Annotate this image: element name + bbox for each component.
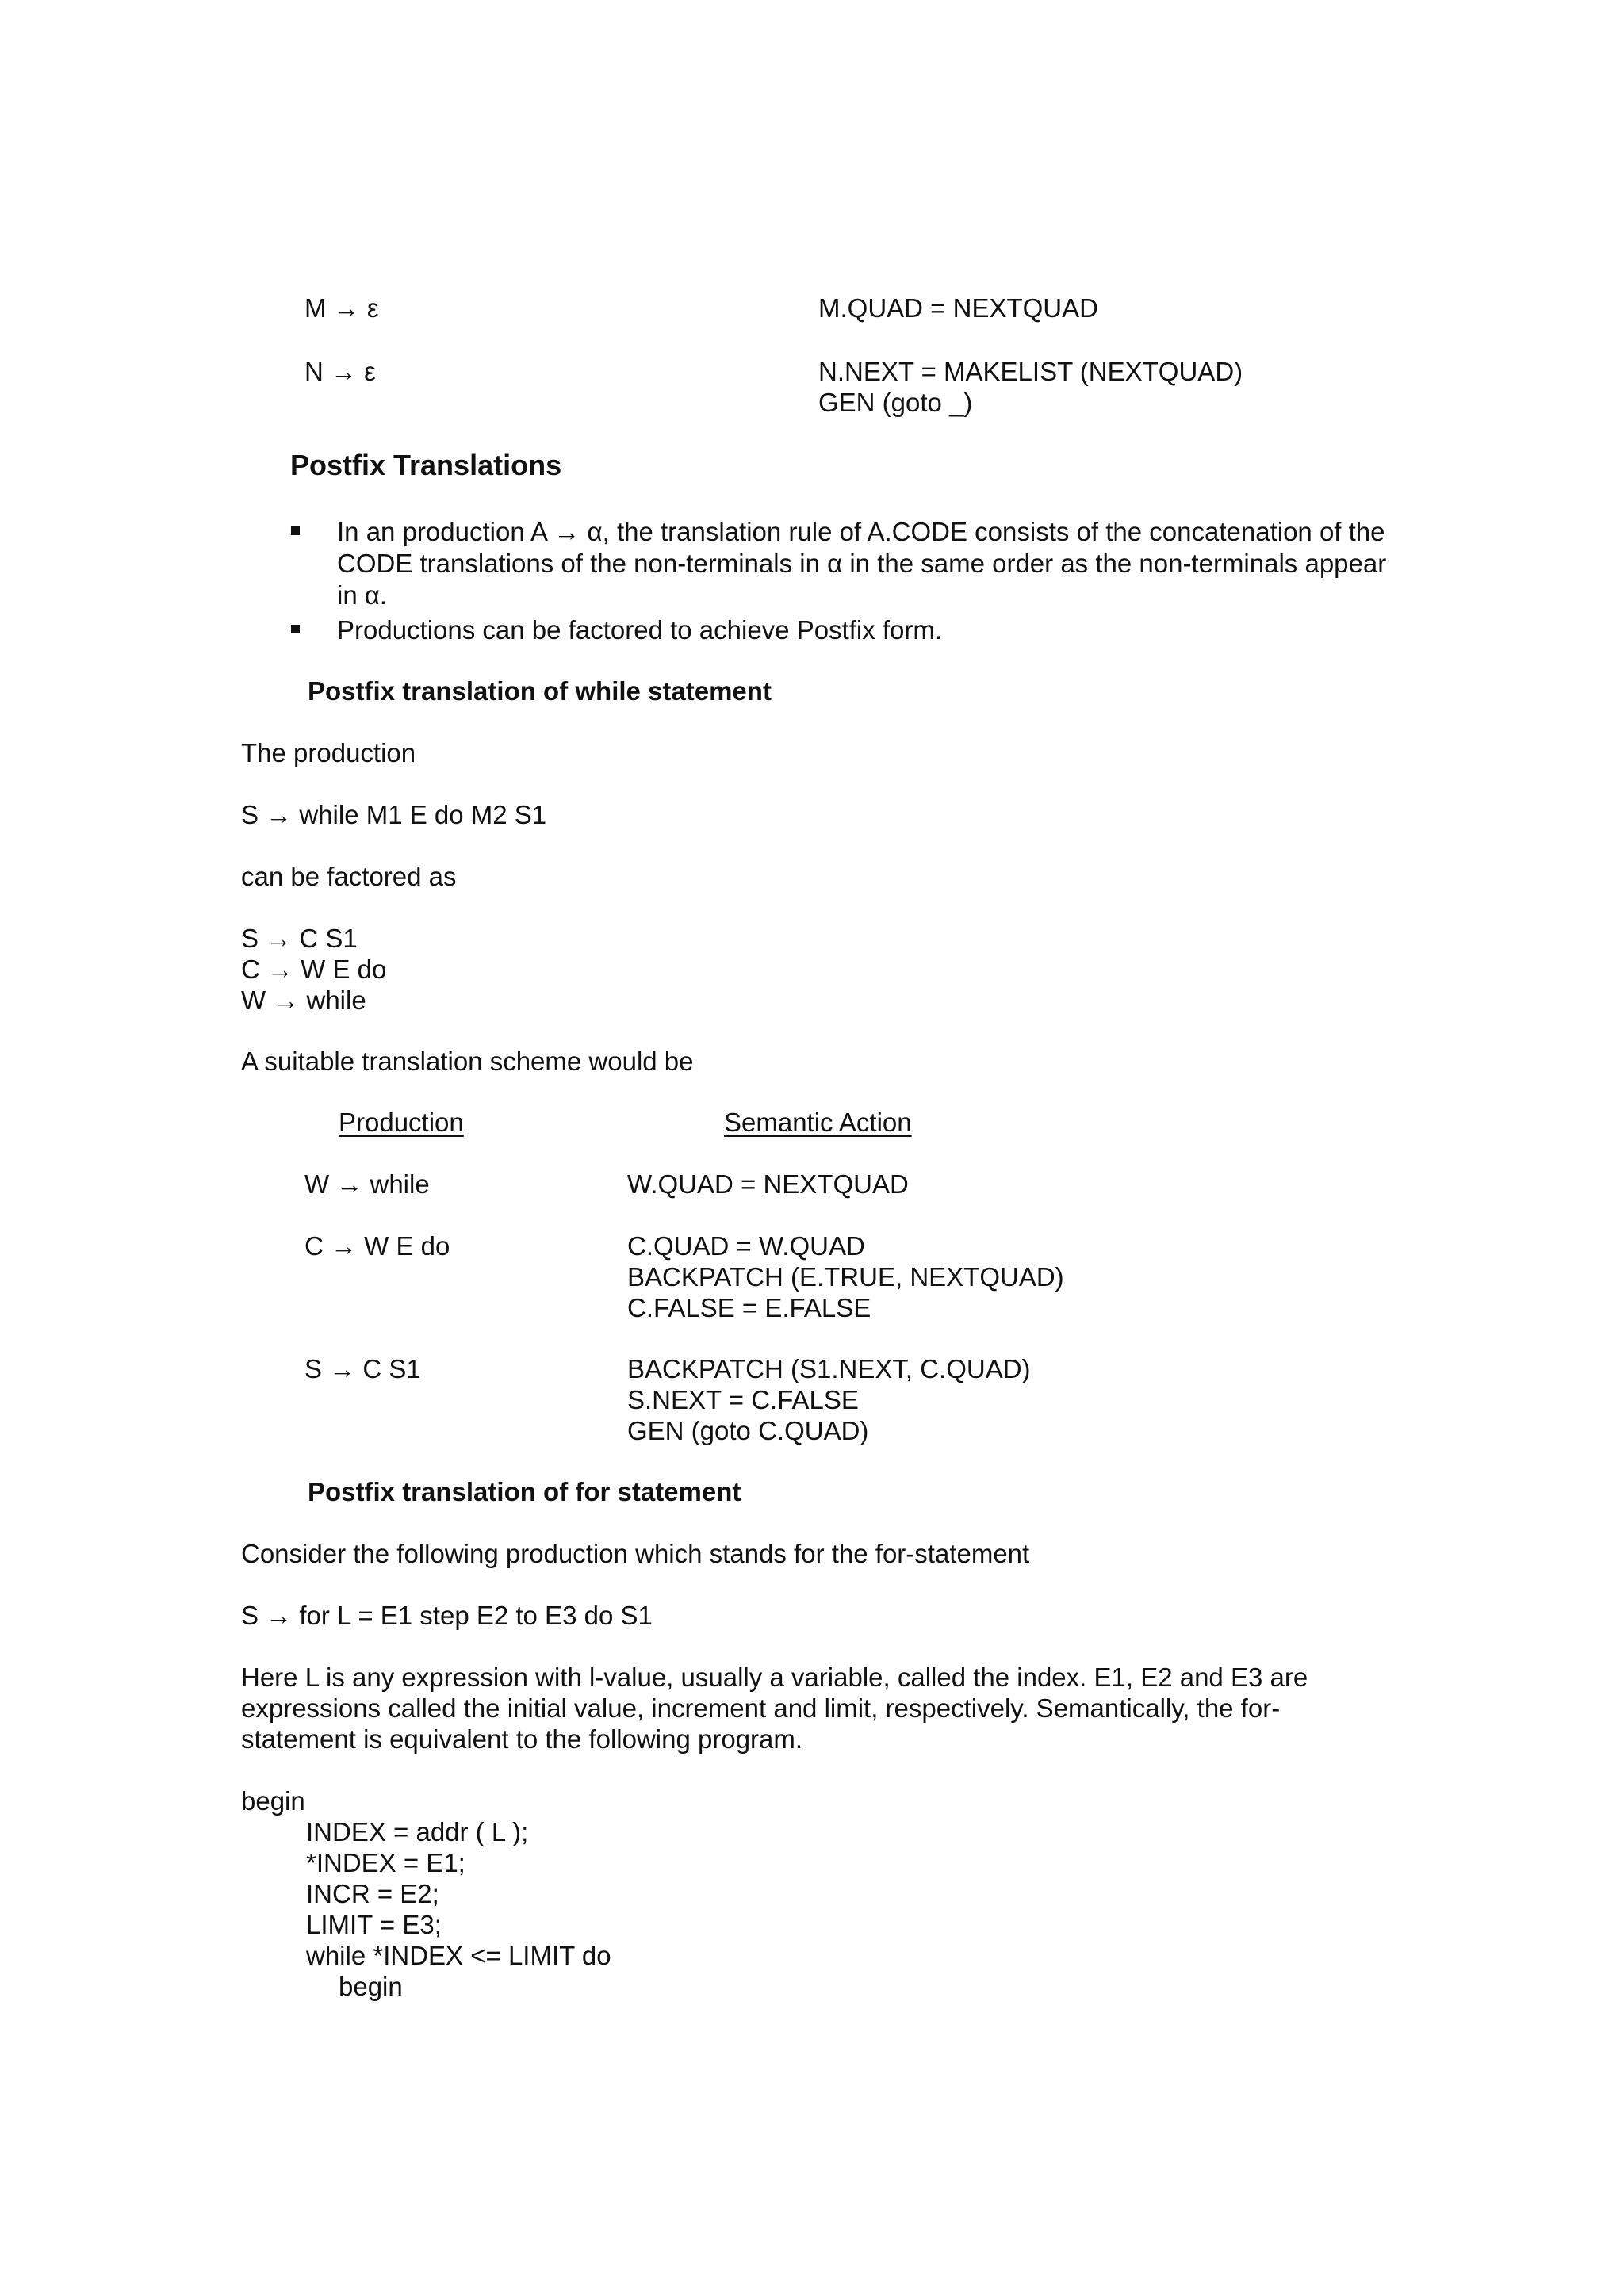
while-intro: The production <box>241 738 416 767</box>
bullet-item: Productions can be factored to achieve Postfix form. <box>337 615 943 645</box>
section-title: Postfix Translations <box>290 449 562 481</box>
for-explanation: Here L is any expression with l-value, usually a variable, called the index. E1, E2 and E3 are expressions called the initial value, increment and limit, respectively. Semantically, the for-statement is equivalent to the following program. <box>241 1663 1308 1754</box>
for-production: S → for L = E1 step E2 to E3 do S1 <box>241 1601 653 1630</box>
factored-label: can be factored as <box>241 862 457 891</box>
for-intro: Consider the following production which stands for the for-statement <box>241 1539 1030 1568</box>
grammar-n-production: N → ε <box>304 357 376 386</box>
program-inner-begin: begin <box>339 1972 403 2001</box>
program-begin: begin <box>241 1786 305 1816</box>
program-lines: INDEX = addr ( L ); *INDEX = E1; INCR = E2; LIMIT = E3; while *INDEX <= LIMIT do <box>306 1817 611 1970</box>
grammar-n-action: N.NEXT = MAKELIST (NEXTQUAD) GEN (goto _) <box>818 357 1243 417</box>
table-row-action: BACKPATCH (S1.NEXT, C.QUAD) S.NEXT = C.FALSE GEN (goto C.QUAD) <box>627 1354 1031 1445</box>
grammar-m-production: M → ε <box>304 293 379 323</box>
table-header-action: Semantic Action <box>724 1108 912 1137</box>
grammar-m-action: M.QUAD = NEXTQUAD <box>818 293 1098 323</box>
scheme-label: A suitable translation scheme would be <box>241 1047 694 1076</box>
while-section-title: Postfix translation of while statement <box>308 676 772 706</box>
table-row-production: W → while <box>304 1169 430 1199</box>
table-row-production: S → C S1 <box>304 1354 421 1383</box>
table-row-production: C → W E do <box>304 1231 450 1261</box>
while-production: S → while M1 E do M2 S1 <box>241 800 547 829</box>
table-row-action: W.QUAD = NEXTQUAD <box>627 1169 909 1199</box>
for-section-title: Postfix translation of for statement <box>308 1477 741 1506</box>
bullet-marker <box>291 526 300 535</box>
factored-productions: S → C S1 C → W E do W → while <box>241 924 387 1015</box>
bullet-item: In an production A → α, the translation rule of A.CODE consists of the concatenation of the CODE translations of the non-terminals in α in the same order as the non-terminals appear in α. <box>337 517 1387 610</box>
bullet-marker <box>291 625 300 633</box>
table-row-action: C.QUAD = W.QUAD BACKPATCH (E.TRUE, NEXTQUAD) C.FALSE = E.FALSE <box>627 1231 1064 1322</box>
table-header-production: Production <box>339 1108 464 1137</box>
